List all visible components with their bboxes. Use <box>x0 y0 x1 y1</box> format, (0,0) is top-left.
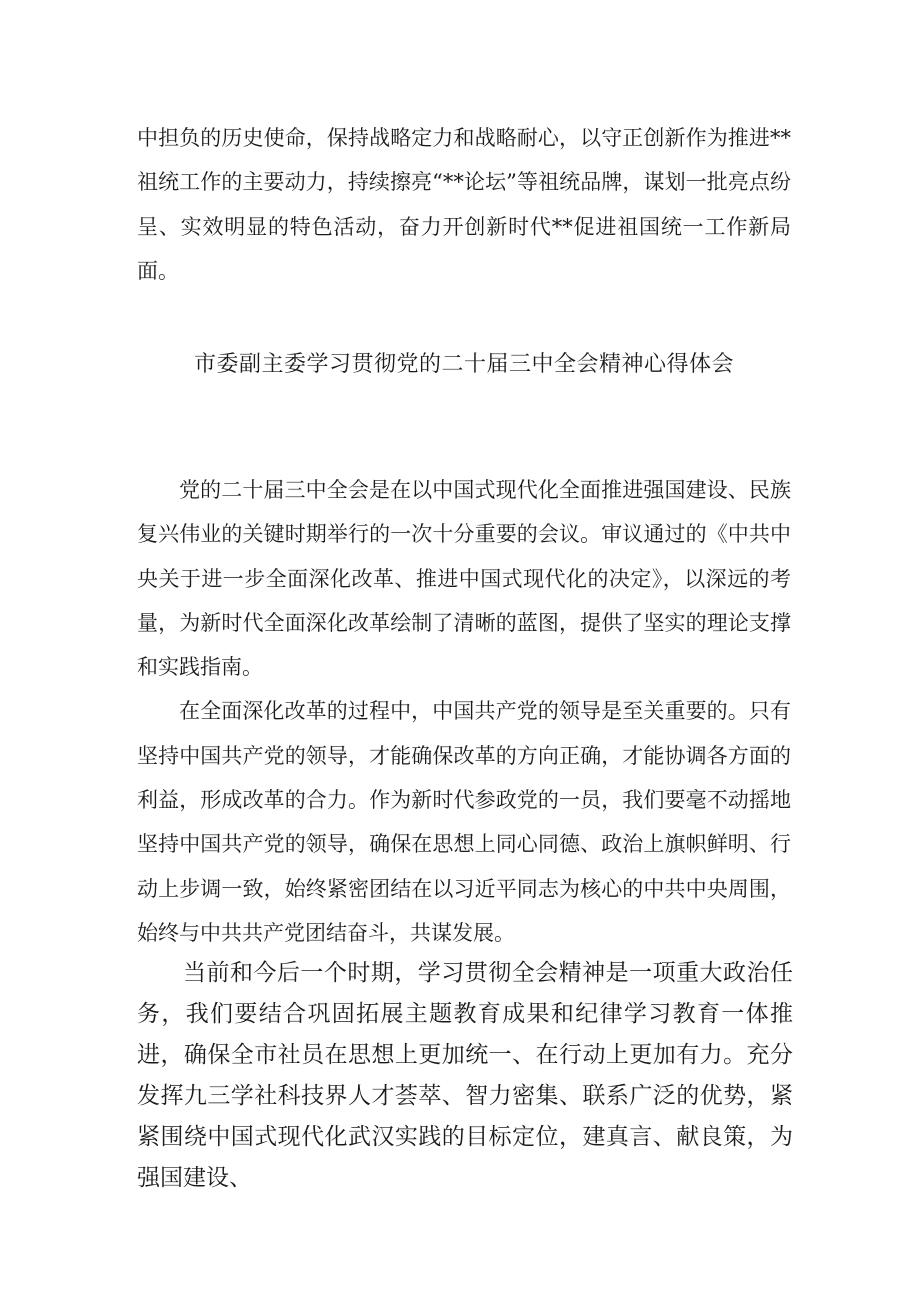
body-paragraph-3: 当前和今后一个时期，学习贯彻全会精神是一项重大政治任务，我们要结合巩固拓展主题教育成果和纪律学习教育一体推进，确保全市社员在思想上更加统一、在行动上更加有力。充分发挥九三学社科技界人才荟萃、智力密集、联系广泛的优势，紧紧围绕中国式现代化武汉实践的目标定位，建真言、献良策，为强国建设、 <box>137 960 793 1191</box>
intro-paragraph: 中担负的历史使命，保持战略定力和战略耐心，以守正创新作为推进**祖统工作的主要动力，持续擦亮“**论坛”等祖统品牌，谋划一批亮点纷呈、实效明显的特色活动，奋力开创新时代**促进祖国统一工作新局面。 <box>137 126 791 283</box>
article-body-continued <box>137 953 793 1199</box>
article-body <box>137 468 791 955</box>
body-paragraph-2: 在全面深化改革的过程中，中国共产党的领导是至关重要的。只有坚持中国共产党的领导，才能确保改革的方向正确，才能协调各方面的利益，形成改革的合力。作为新时代参政党的一员，我们要毫不动摇地坚持中国共产党的领导，确保在思想上同心同德、政治上旗帜鲜明、行动上步调一致，始终紧密团结在以习近平同志为核心的中共中央周围，始终与中共共产党团结奋斗，共谋发展。 <box>137 699 791 945</box>
body-paragraph-1: 党的二十届三中全会是在以中国式现代化全面推进强国建设、民族复兴伟业的关键时期举行的一次十分重要的会议。审议通过的《中共中央关于进一步全面深化改革、推进中国式现代化的决定》，以深远的考量，为新时代全面深化改革绘制了清晰的蓝图，提供了坚实的理论支撑和实践指南。 <box>137 478 791 680</box>
document-title: 市委副主委学习贯彻党的二十届三中全会精神心得体会 <box>193 352 734 377</box>
